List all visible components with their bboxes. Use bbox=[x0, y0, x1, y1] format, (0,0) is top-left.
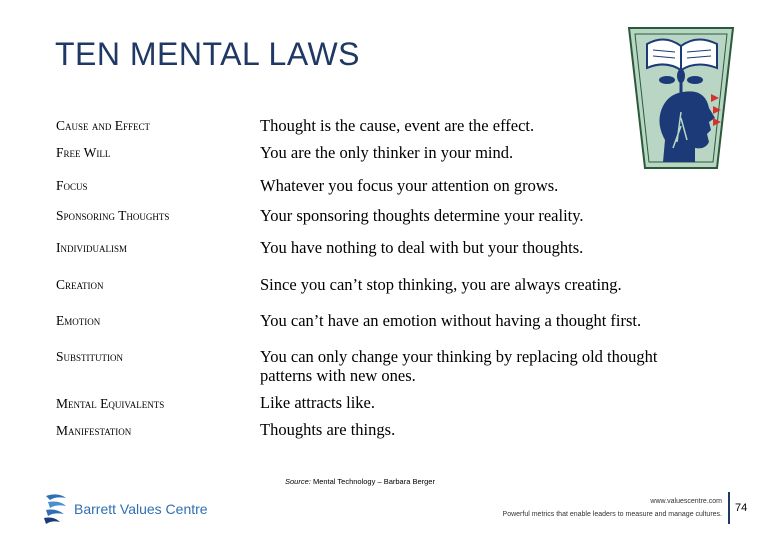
law-description: You have nothing to deal with but your thoughts. bbox=[260, 238, 584, 257]
page-number: 74 bbox=[735, 502, 748, 514]
law-term: Sponsoring Thoughts bbox=[56, 208, 170, 223]
law-description: You can’t have an emotion without having a thought first. bbox=[260, 311, 642, 330]
law-description: Thoughts are things. bbox=[260, 420, 396, 439]
law-term: Manifestation bbox=[56, 423, 132, 438]
source-text: Mental Technology – Barbara Berger bbox=[312, 477, 435, 486]
source-label: Source: bbox=[285, 477, 311, 486]
footer-info bbox=[503, 495, 722, 521]
barrett-logo bbox=[42, 492, 208, 526]
logo-text: Barrett Values Centre bbox=[74, 501, 208, 517]
law-description: Thought is the cause, event are the effect. bbox=[260, 116, 535, 135]
law-description: Since you can’t stop thinking, you are always creating. bbox=[260, 275, 622, 294]
law-term: Free Will bbox=[56, 145, 111, 160]
law-description: You are the only thinker in your mind. bbox=[260, 143, 514, 162]
footer-divider bbox=[728, 492, 730, 524]
law-description: Whatever you focus your attention on grows. bbox=[260, 176, 559, 195]
source-citation bbox=[285, 477, 435, 486]
law-description: Like attracts like. bbox=[260, 393, 375, 412]
law-term: Substitution bbox=[56, 349, 124, 364]
law-term: Cause and Effect bbox=[56, 118, 151, 133]
law-term: Emotion bbox=[56, 313, 101, 328]
law-term: Individualism bbox=[56, 240, 127, 255]
law-description: You can only change your thinking by replacing old thought patterns with new ones. bbox=[260, 347, 658, 385]
law-description: Your sponsoring thoughts determine your reality. bbox=[260, 206, 584, 225]
law-term: Mental Equivalents bbox=[56, 396, 165, 411]
barrett-swirl-icon bbox=[42, 492, 70, 526]
footer-tagline: Powerful metrics that enable leaders to measure and manage cultures. bbox=[502, 511, 722, 518]
law-term: Focus bbox=[56, 178, 88, 193]
slide-title: TEN MENTAL LAWS bbox=[55, 36, 361, 72]
footer-url[interactable]: www.valuescentre.com bbox=[650, 498, 722, 505]
law-term: Creation bbox=[56, 277, 104, 292]
